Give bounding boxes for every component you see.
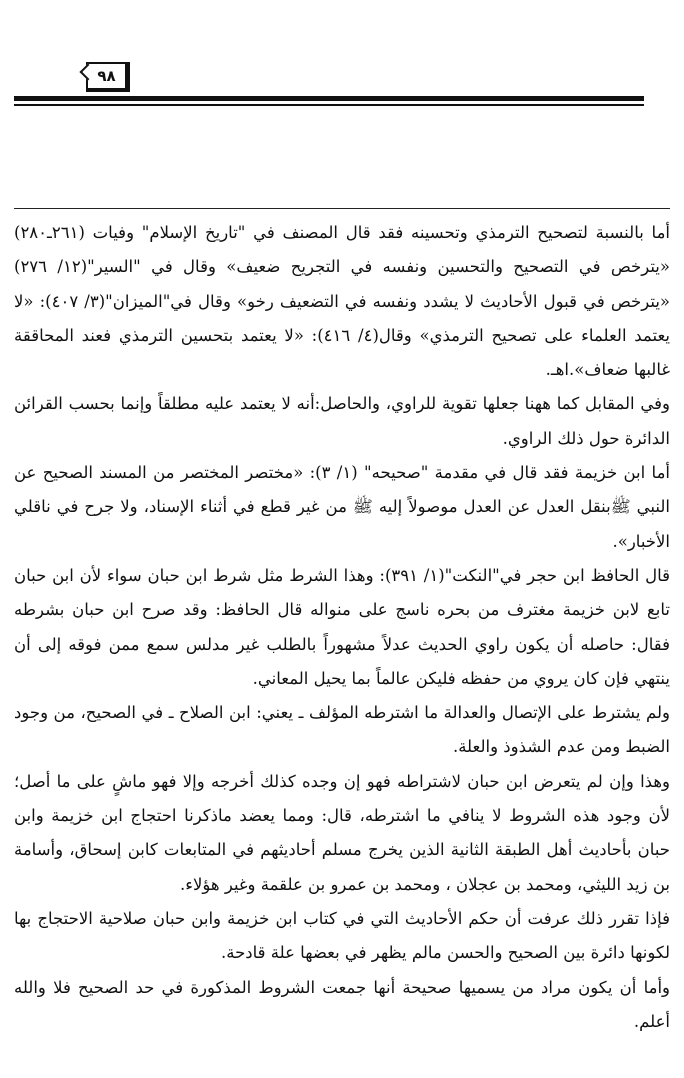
page-number-box bbox=[86, 62, 130, 92]
header-rule-thin bbox=[14, 104, 644, 106]
paragraph: فإذا تقرر ذلك عرفت أن حكم الأحاديث التي في كتاب ابن خزيمة وابن حبان صلاحية الاحتجاج بها لكونها دائرة بين الصحيح والحسن مالم يظهر في بعضها علة قادحة. bbox=[14, 908, 670, 963]
paragraph: ولم يشترط على الإتصال والعدالة ما اشترطه المؤلف ـ يعني: ابن الصلاح ـ في الصحيح، من وجود الضبط ومن عدم الشذوذ والعلة. bbox=[14, 703, 670, 757]
paragraph: أما بالنسبة لتصحيح الترمذي وتحسينه فقد قال المصنف في "تاريخ الإسلام" وفيات (٢٦١ـ٢٨٠) «يترخص في التصحيح والتحسين ونفسه في التجريح ضعيف» وقال في "السير"(١٢/ ٢٧٦) «يترخص في قبول الأحاديث لا يشدد ونفسه في التضعيف رخو» وقال في"الميزان"(٣/ ٤٠٧): «لا يعتمد العلماء على تصحيح الترمذي» وقال(٤/ ٤١٦): «لا يعتمد بتحسين الترمذي فعند المحاققة غالبها ضعاف».اهـ. bbox=[14, 223, 671, 380]
paragraph: وفي المقابل كما ههنا جعلها تقوية للراوي، والحاصل:أنه لا يعتمد عليه مطلقاً وإنما بحسب القرائن الدائرة حول ذلك الراوي. bbox=[14, 394, 670, 448]
paragraph: قال الحافظ ابن حجر في"النكت"(١/ ٣٩١): وهذا الشرط مثل شرط ابن حبان سواء لأن ابن حبان تابع لابن خزيمة مغترف من بحره ناسج على منواله قال الحافظ: وقد صرح ابن حبان بشرطه فقال: حاصله أن يكون راوي الحديث عدلاً مشهوراً بالطلب غير مدلس سمع ممن فوقه إلى أن ينتهي فإن كان يروي من حفظه فليكن عالماً بما يحيل المعاني. bbox=[14, 565, 670, 688]
page-corner-fold bbox=[80, 64, 97, 81]
paragraph: وهذا وإن لم يتعرض ابن حبان لاشتراطه فهو إن وجده كذلك أخرجه وإلا فهو ماشٍ على ما أصل؛ لأن وجود هذه الشروط لا ينافي ما اشترطه، قال: ومما يعضد ماذكرنا احتجاج ابن خزيمة وابن حبان بأحاديث أهل الطبقة الثانية الذين يخرج مسلم أحاديثهم في المتابعات كابن إسحاق، وأسامة بن زيد الليثي، ومحمد بن عجلان ، ومحمد بن عمرو بن علقمة وغير هؤلاء. bbox=[14, 771, 670, 894]
footnote-separator bbox=[14, 208, 670, 209]
paragraph: أما ابن خزيمة فقد قال في مقدمة "صحيحه" (١/ ٣): «مختصر المختصر من المسند الصحيح عن النبي ﷺبنقل العدل عن العدل موصولاً إليه ﷺ من غير قطع في أثناء الإسناد، ولا جرح في ناقلي الأخبار». bbox=[14, 463, 670, 551]
header-rule-thick bbox=[14, 96, 644, 101]
paragraph: وأما أن يكون مراد من يسميها صحيحة أنها جمعت الشروط المذكورة في حد الصحيح فلا والله أعلم. bbox=[14, 977, 670, 1031]
page-number: ٩٨ bbox=[97, 67, 116, 85]
footnote-body bbox=[14, 216, 670, 1039]
